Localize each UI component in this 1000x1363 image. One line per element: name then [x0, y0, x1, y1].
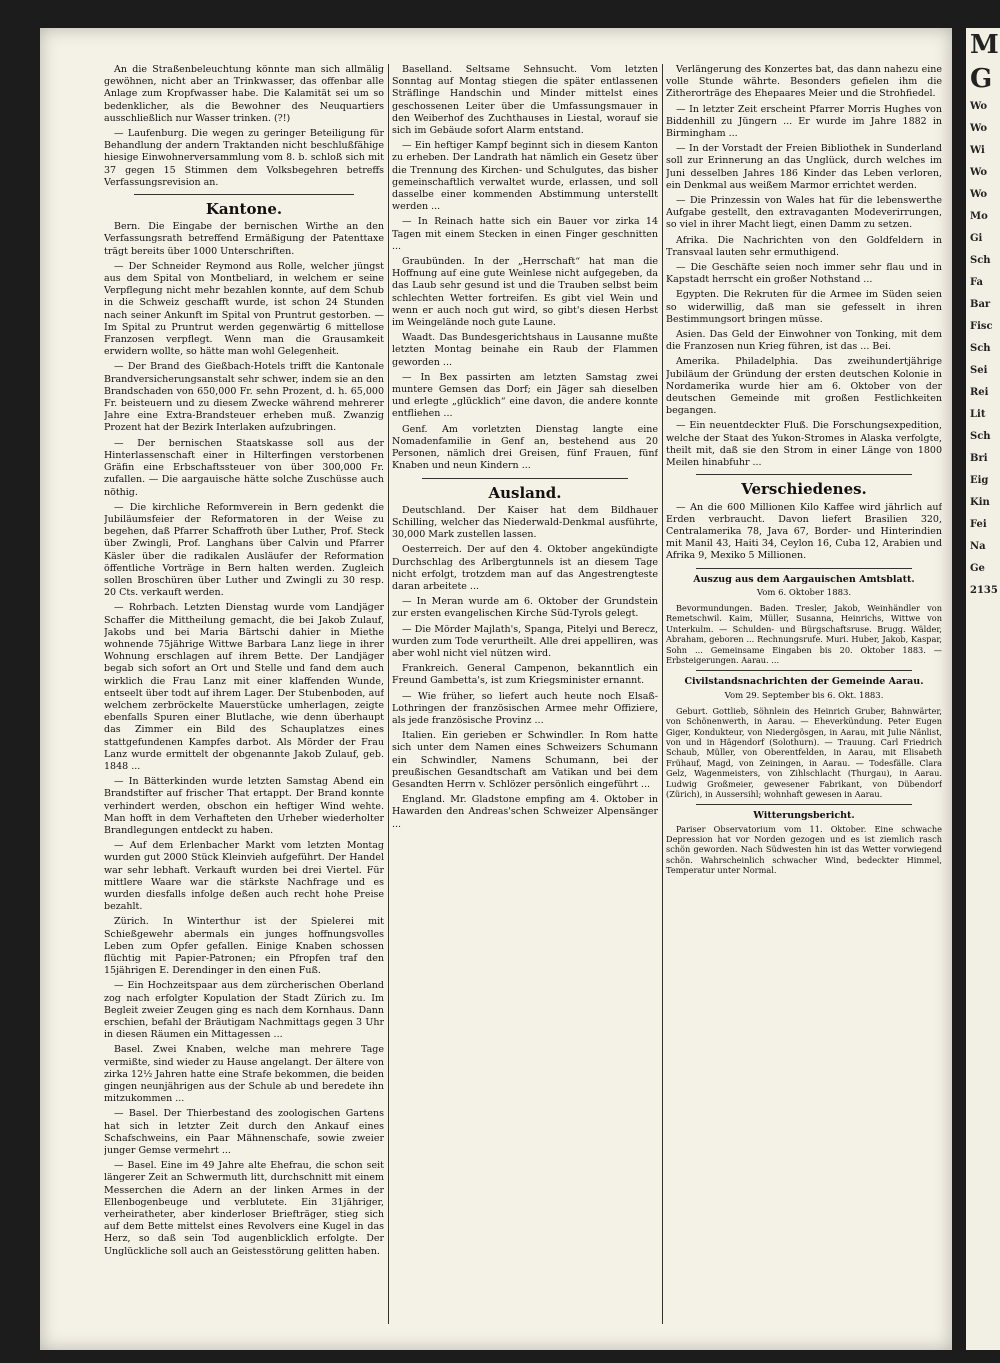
- article-paragraph: — Der Brand des Gießbach-Hotels trifft die Kantonale Brandversicherungsanstalt sehr schwer, indem sie an den Brandschaden von 650,000 Fr. sehn Prozent, d. h. 65,000 Fr. beisteuern und zu diesem Zwecke während mehrerer Jahre eine Extra-Brandsteuer erheben muß. Zwanzig Prozent hat der Bezirk Interlaken aufzubringen.: [104, 361, 384, 434]
- newspaper-page: [40, 28, 952, 1350]
- section-heading-ausland: Ausland.: [488, 483, 562, 502]
- edge-fragment: Gi: [970, 233, 983, 244]
- weather-text: Pariser Observatorium vom 11. Oktober. Eine schwache Depression hat vor Norden gezogen und es ist ziemlich rasch schön geworden. Nach Südwesten hin ist das Wetter vorwiegend schön. Wahrscheinlich schwacher Wind, bedeckter Himmel, Temperatur unter Normal.: [666, 823, 942, 876]
- article-paragraph: — Auf dem Erlenbacher Markt vom letzten Montag wurden gut 2000 Stück Kleinvieh aufgeführt. Der Handel war sehr lebhaft. Verkauft wurden bei drei Viertel. Für mittlere Waare war die stärkste Nachfrage und es wurden diesfalls infolge deßen auch recht hohe Preise bezahlt.: [104, 840, 384, 913]
- article-paragraph: — Wie früher, so liefert auch heute noch Elsaß-Lothringen der französischen Armee mehr Offiziere, als jede französische Provinz ...: [392, 690, 658, 726]
- article-paragraph: Asien. Das Geld der Einwohner von Tonking, mit dem die Franzosen nun Krieg führen, ist das ... Bei.: [666, 329, 942, 353]
- amtsblatt-date: Vom 6. Oktober 1883.: [756, 587, 852, 598]
- article-paragraph: — Basel. Eine im 49 Jahre alte Ehefrau, die schon seit längerer Zeit an Schwermuth litt, durchschnitt mit einem Messerchen die Adern an der linken Armes in der Ellenbogenbeuge und verblutete. Ein 31jähriger, verheiratheter, aber kinderloser Briefträger, stieg sich auf dem Bette mittelst eines Revolvers eine Kugel in das Herz, so daß sein Tod augenblicklich erfolgte. Der Unglückliche soll auch an Geistesstörung gelitten haben.: [104, 1160, 384, 1257]
- edge-fragment: Wo: [970, 167, 988, 178]
- edge-fragment: Mo: [970, 211, 988, 222]
- edge-fragment: Rei: [970, 387, 989, 398]
- civil-text: Geburt. Gottlieb, Söhnlein des Heinrich Gruber, Bahnwärter, von Schönenwerth, in Aarau. — Eheverkündung. Peter Eugen Giger, Kondukteur, von Niedergösgen, in Aarau, mit Julie Nänlist, von und in Hägendorf (Solothurn). — Trauung. Carl Friedrich Schaub, Müller, von Oberentfelden, in Aarau, mit Elisabeth Frühauf, Magd, von Zeiningen, in Aarau. — Todesfälle. Clara Gelz, Wagenmeisters, von Zihlschlacht (Thurgau), in Aarau. Ludwig Großmeier, gewesener Fabrikant, von Dübendorf (Zürich), in Aussersihl; wohnhaft gewesen in Aarau.: [666, 705, 942, 800]
- separator: [422, 478, 628, 479]
- article-paragraph: Amerika. Philadelphia. Das zweihundertjährige Jubiläum der Gründung der ersten deutschen Kolonie in Nordamerika wurde hier am 6. Oktober von der deutschen Gemeinde mit großen Festlichkeiten begangen.: [666, 356, 942, 417]
- edge-fragment: Wo: [970, 101, 988, 112]
- column-right: [666, 64, 942, 1324]
- article-paragraph: Verlängerung des Konzertes bat, das dann nahezu eine volle Stunde währte. Besonders gefielen ihm die Zitherorträge des Ehepaares Meier und die Strohfiedel.: [666, 64, 942, 100]
- edge-fragment: Na: [970, 541, 986, 552]
- edge-fragment: G: [970, 64, 993, 94]
- edge-fragment: Lit: [970, 409, 986, 420]
- edge-fragment: 2135: [970, 585, 998, 596]
- section-heading-kantone: Kantone.: [205, 200, 283, 219]
- article-paragraph: — In Bätterkinden wurde letzten Samstag Abend ein Brandstifter auf frischer That ertappt. Der Brand konnte verhindert werden, obschon ein heftiger Wind wehte. Man hofft in dem Verhafteten den Urheber wiederholter Brandlegungen entdeckt zu haben.: [104, 776, 384, 836]
- edge-fragment: Eig: [970, 475, 989, 486]
- edge-fragment: Wo: [970, 189, 988, 200]
- article-paragraph: Deutschland. Der Kaiser hat dem Bildhauer Schilling, welcher das Niederwald-Denkmal ausführte, 30,000 Mark zustellen lassen.: [392, 504, 658, 541]
- article-paragraph: Bern. Die Eingabe der bernischen Wirthe an den Verfassungsrath betreffend Ermäßigung der Patenttaxe trägt bereits über 1000 Unterschriften.: [104, 221, 384, 257]
- article-paragraph: Frankreich. General Campenon, bekanntlich ein Freund Gambetta's, ist zum Kriegsminister ernannt.: [392, 663, 658, 687]
- edge-fragment: Bri: [970, 453, 988, 464]
- article-paragraph: — In Meran wurde am 6. Oktober der Grundstein zur ersten evangelischen Kirche Süd-Tyrols gelegt.: [392, 596, 658, 620]
- article-paragraph: Italien. Ein gerieben er Schwindler. In Rom hatte sich unter dem Namen eines Schweizers Schumann ein Schwindler, Namens Schumann, bei der preußischen Gesandtschaft am Vatikan und bei dem Gesandten Herrn v. Schlözer persönlich eingeführt ...: [392, 730, 658, 790]
- article-paragraph: Genf. Am vorletzten Dienstag langte eine Nomadenfamilie in Genf an, bestehend aus 20 Personen, nämlich drei Greisen, fünf Frauen, fünf Knaben und neun Kindern ...: [392, 423, 658, 472]
- separator: [134, 194, 354, 195]
- article-paragraph: Graubünden. In der „Herrschaft“ hat man die Hoffnung auf eine gute Weinlese nicht aufgegeben, da das Laub sehr gesund ist und die Trauben selbst beim schlechten Wetter fortreifen. Es gibt viel Wein und wenn er auch noch gut wird, so gibt's diesen Herbst im Weingelände noch gute Laune.: [392, 256, 658, 329]
- civil-date: Vom 29. September bis 6. Okt. 1883.: [724, 690, 884, 701]
- article-paragraph: Oesterreich. Der auf den 4. Oktober angekündigte Durchschlag des Arlbergtunnels ist an diesem Tage nicht erfolgt, trotzdem man auf das Angestrengteste daran arbeitete ...: [392, 544, 658, 592]
- article-paragraph: — In Bex passirten am letzten Samstag zwei muntere Gemsen das Dorf; ein Jäger sah dieselben und erlegte „glücklich“ eine davon, die andere konnte entfliehen ...: [392, 371, 658, 420]
- edge-fragment: M: [970, 30, 999, 60]
- edge-fragment: Bar: [970, 299, 991, 310]
- separator: [696, 804, 912, 805]
- weather-title: Witterungsbericht.: [753, 810, 855, 822]
- article-paragraph: — Die Mörder Majlath's, Spanga, Pitelyi und Berecz, wurden zum Tode verurtheilt. Alle drei appelliren, was aber wohl nicht viel nützen wird.: [392, 623, 658, 659]
- article-paragraph: Baselland. Seltsame Sehnsucht. Vom letzten Sonntag auf Montag stiegen die später entlassenen Sträflinge Handschin und Minder mittelst eines geschossenen Leiter über die Umfassungsmauer in den Weiberhof des Zuchthauses in Liestal, worauf sie sich im Gebäude sofort Alarm entstand.: [392, 64, 658, 137]
- article-laufenburg: — Laufenburg. Die wegen zu geringer Beteiligung für Behandlung der andern Traktanden nicht beschlußfähige hiesige Einwohnerversammlung vom 8. b. schloß sich mit 37 gegen 15 Stimmen dem Volksbegehren betreffs Verfassungsrevision an.: [104, 128, 384, 188]
- article-paragraph: — Ein neuentdeckter Fluß. Die Forschungsexpedition, welche der Staat des Yukon-Stromes in Alaska verfolgte, theilt mit, daß sie den Strom in einer Länge von 1800 Meilen hinabfuhr ...: [666, 420, 942, 469]
- article-paragraph: England. Mr. Gladstone empfing am 4. Oktober in Hawarden den Andreas'schen Schweizer Alpensänger ...: [392, 794, 658, 830]
- edge-fragment: Sch: [970, 343, 991, 354]
- article-paragraph: — Der Schneider Reymond aus Rolle, welcher jüngst aus dem Spital von Montbeliard, in welchem er seine Verpflegung nicht mehr bezahlen konnte, auf dem Schub in die Schweiz geschafft wurde, ist schon 24 Stunden nach seiner Ankunft im Spital von Pruntrut gestorben. — Im Spital zu Pruntrut werden gegenwärtig 6 mittellose Franzosen verpflegt. Wenn man die Grausamkeit erwidern wollte, so hätte man wohl Gelegenheit.: [104, 260, 384, 358]
- column-rule: [388, 64, 389, 1324]
- separator: [696, 670, 912, 671]
- section-heading-verschiedenes: Verschiedenes.: [741, 480, 867, 499]
- civil-title: Civilstandsnachrichten der Gemeinde Aarau.: [684, 676, 924, 688]
- edge-fragment: Kin: [970, 497, 990, 508]
- article-paragraph: — Die Geschäfte seien noch immer sehr flau und in Kapstadt herrscht ein großer Nothstand ...: [666, 262, 942, 286]
- amtsblatt-text: Bevormundungen. Baden. Tresler, Jakob, Weinhändler von Remetschwil. Kaim, Müller, Susanna, Heinrichs, Wittwe von Unterkulm. — Schulden- und Bürgschaftsruse. Brugg. Wälder, Abraham, geboren ... Rechnungsrufe. Muri. Huber, Jakob, Kaspar, Sohn ... Gemeinsame Eingaben bis 20. Oktober 1883. — Erbsteigerungen. Aarau. ...: [666, 602, 942, 665]
- article-paragraph: — Ein Hochzeitspaar aus dem zürcherischen Oberland zog nach erfolgter Kopulation der Stadt Zürich zu. Im Begleit zweier Zeugen ging es nach dem Kornhaus. Dann erschien, befahl der Bräutigam Nachmittags gegen 3 Uhr in diesen Räumen ein Mittagessen ...: [104, 980, 384, 1041]
- article-paragraph: Afrika. Die Nachrichten von den Goldfeldern in Transvaal lauten sehr ermuthigend.: [666, 234, 942, 258]
- edge-fragment: Fisc: [970, 321, 993, 332]
- article-paragraph: Waadt. Das Bundesgerichtshaus in Lausanne mußte letzten Montag beinahe ein Raub der Flammen geworden ...: [392, 332, 658, 368]
- edge-fragment: Fei: [970, 519, 987, 530]
- column-left: [104, 64, 384, 1324]
- edge-fragment: Wo: [970, 123, 988, 134]
- article-paragraph: — In der Vorstadt der Freien Bibliothek in Sunderland soll zur Erinnerung an das Unglück, durch welches im Juni desselben Jahres 186 Kinder das Leben verloren, ein Denkmal aus weißem Marmor errichtet werden.: [666, 143, 942, 191]
- edge-fragment: Wi: [970, 145, 985, 156]
- edge-fragment: Sch: [970, 431, 991, 442]
- article-paragraph: — Die Prinzessin von Wales hat für die lebenswerthe Aufgabe gestellt, den extravaganten Modeverirrungen, so viel in ihrer Macht liegt, einen Damm zu setzen.: [666, 195, 942, 231]
- article-paragraph: Zürich. In Winterthur ist der Spielerei mit Schießgewehr abermals ein junges hoffnungsvolles Leben zum Opfer gefallen. Einige Knaben schossen flüchtig mit Papier-Patronen; ein Pfropfen traf den 15jährigen E. Derendinger in den einen Fuß.: [104, 916, 384, 977]
- article-paragraph: — Der bernischen Staatskasse soll aus der Hinterlassenschaft einer in Hilterfingen verstorbenen Gräfin eine Erbschaftssteuer von über 300,000 Fr. zufallen. — Die aargauische hätte solche Zuschüsse auch nöthig.: [104, 437, 384, 498]
- edge-fragment: Fa: [970, 277, 984, 288]
- article-paragraph: Basel. Zwei Knaben, welche man mehrere Tage vermißte, sind wieder zu Hause angelangt. Der ältere von zirka 12½ Jahren hatte eine Strafe bekommen, die beiden gingen neunjährigen aus der Schule ab und beredete ihn mitzukommen ...: [104, 1044, 384, 1105]
- column-rule: [662, 64, 663, 1324]
- adjacent-page-edge: [966, 28, 1000, 1350]
- column-middle: [392, 64, 658, 1324]
- edge-fragment: Sei: [970, 365, 988, 376]
- article-paragraph: Egypten. Die Rekruten für die Armee im Süden seien so widerwillig, daß man sie gefesselt in ihren Bestimmungsort bringen müsse.: [666, 289, 942, 325]
- article-paragraph: — Rohrbach. Letzten Dienstag wurde vom Landjäger Schaffer die Mittheilung gemacht, die bei Jakob Zulauf, Jakobs und bei Maria Bärtschi dahier in Miethe wohnende 75jährige Wittwe Barbara Lanz liege in ihrer Wohnung erschlagen auf ihrem Bette. Der Landjäger begab sich sofort an Ort und Stelle und fand dem auch wirklich die Frau Lanz mit einer klaffenden Wunde, entseelt über todt auf ihrem Lager. Der Stubenboden, auf welchem zerbröckelte Mauerstücke umherlagen, zeigte ebenfalls Spuren einer Blutlache, wie denn überhaupt das Zimmer ein Bild des Schauplatzes eines stattgefundenen Kampfes darbot. Als Mörder der Frau Lanz wurde ermittelt der obgenannte Jakob Zulauf, geb. 1848 ...: [104, 602, 384, 772]
- article-paragraph: — In letzter Zeit erscheint Pfarrer Morris Hughes von Biddenhill zu Jüngern ... Er wurde im Jahre 1882 in Birmingham ...: [666, 103, 942, 140]
- article-intro: An die Straßenbeleuchtung könnte man sich allmälig gewöhnen, nicht aber an Trinkwasser, das offenbar alle Anlage zum Kropfwasser habe. Die Kalamität sei um so bedenklicher, als die Bewohner des Neuquartiers ausschließlich nur Wasser trinken. (?!): [104, 64, 384, 124]
- article-paragraph: — Ein heftiger Kampf beginnt sich in diesem Kanton zu erheben. Der Landrath hat nämlich ein Gesetz über die Trennung des Kirchen- und Schulgutes, das bisher gemeinschaftlich verwaltet wurde, erlassen, und soll dasselbe einer kommenden Abstimmung unterstellt werden ...: [392, 140, 658, 213]
- article-paragraph: — In Reinach hatte sich ein Bauer vor zirka 14 Tagen mit einem Stecken in einen Finger geschnitten ...: [392, 216, 658, 252]
- article-paragraph: — Die kirchliche Reformverein in Bern gedenkt die Jubiläumsfeier der Reformatoren in der Weise zu begehen, daß Pfarrer Schaffroth über Luther, Prof. Steck über Zwingli, Prof. Langhans über Calvin und Pfarrer Käsler über die radikalen Ausläufer der Reformation öffentliche Vorträge in Bern halten werden. Zugleich sollen Broschüren über Luther und Zwingli zu 30 resp. 20 Cts. verkauft werden.: [104, 501, 384, 599]
- amtsblatt-title: Auszug aus dem Aargauischen Amtsblatt.: [693, 573, 915, 585]
- edge-fragment: Ge: [970, 563, 985, 574]
- separator: [696, 568, 912, 569]
- article-misc: — An die 600 Millionen Kilo Kaffee wird jährlich auf Erden verbraucht. Davon liefert Brasilien 320, Centralamerika 78, Java 67, Border- und Hinterindien mit Manil 43, Haiti 34, Ceylon 16, Cuba 12, Arabien und Afrika 9, Mexiko 5 Millionen.: [666, 501, 942, 562]
- edge-fragment: Sch: [970, 255, 991, 266]
- article-paragraph: — Basel. Der Thierbestand des zoologischen Gartens hat sich in letzter Zeit durch den Ankauf eines Schafschweins, ein Paar Mähnenschafe, sowie zweier junger Gemse vermehrt ...: [104, 1108, 384, 1157]
- separator: [696, 474, 912, 475]
